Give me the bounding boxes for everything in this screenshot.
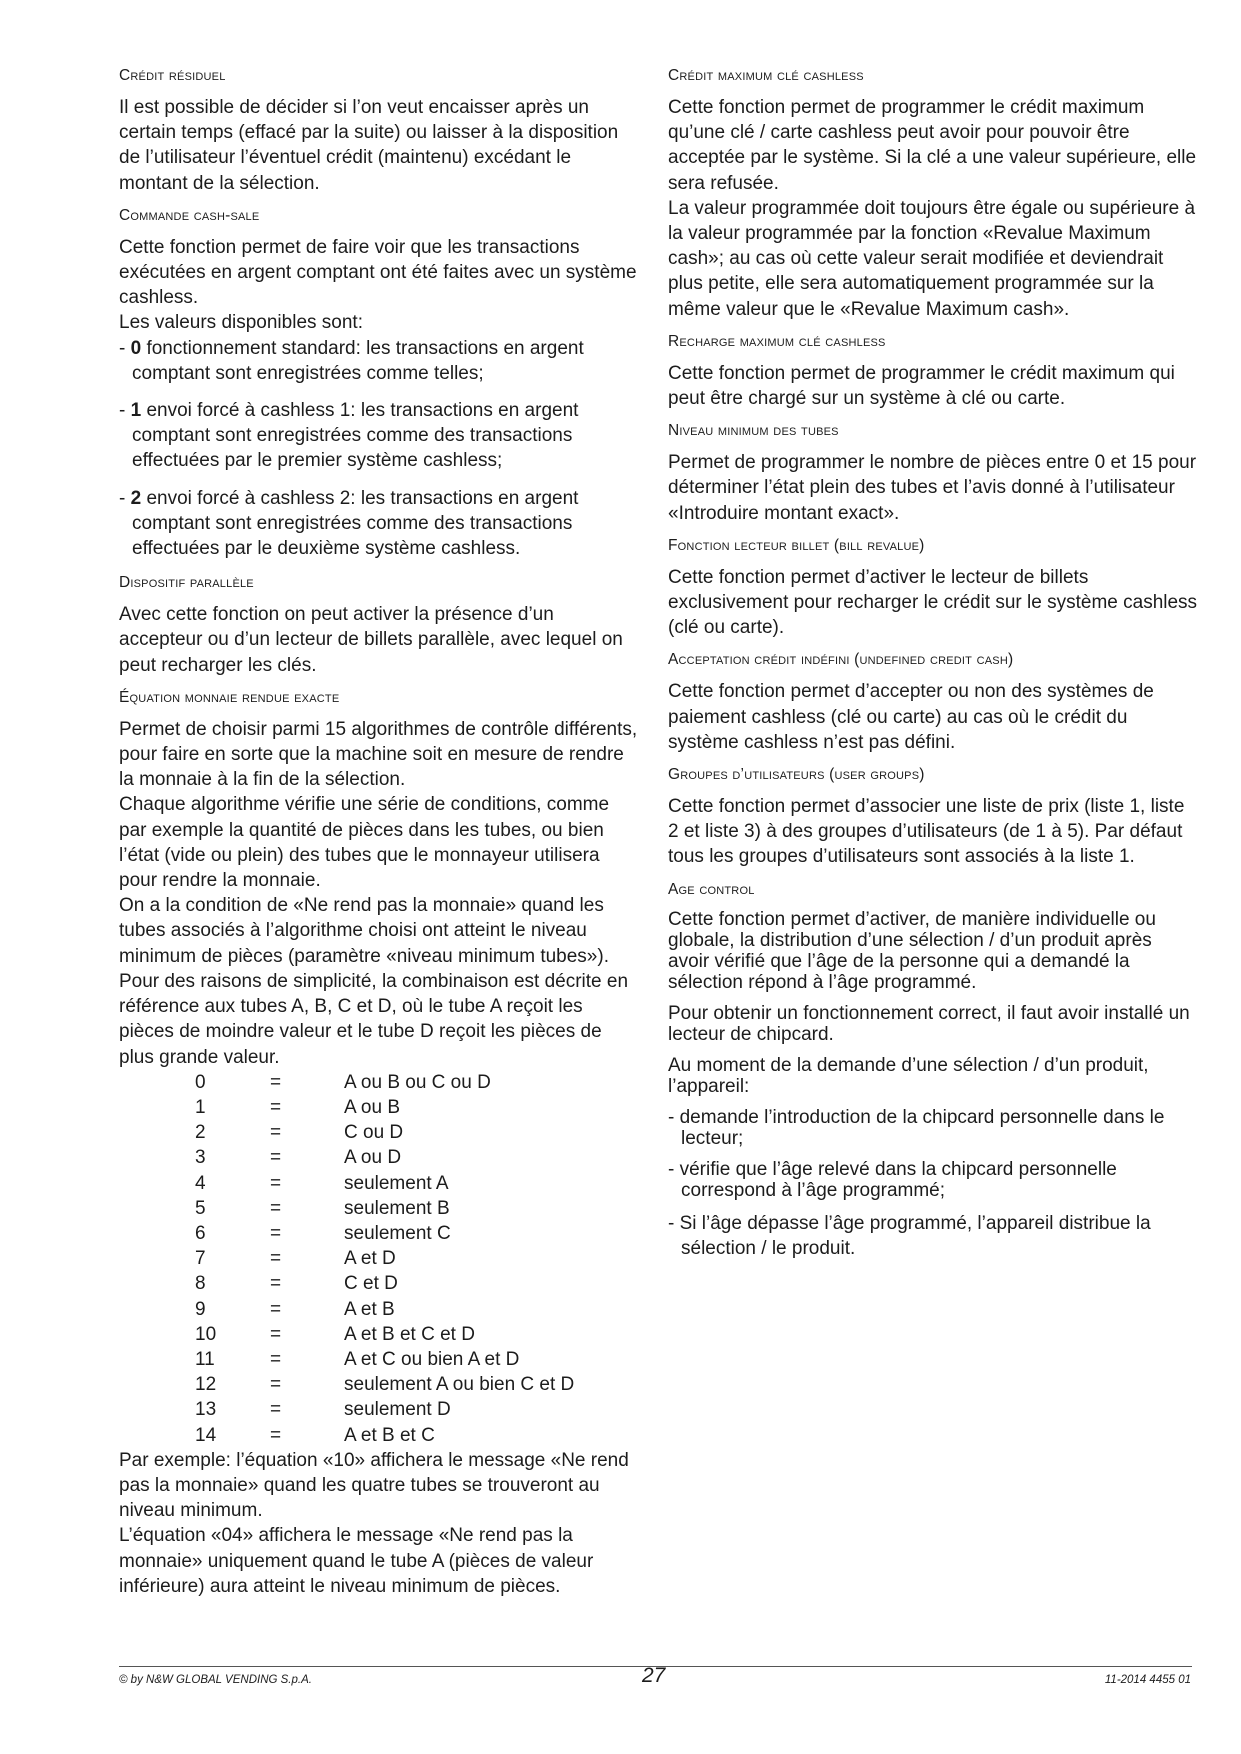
equals-sign: =	[270, 1096, 282, 1118]
tube-condition: A et C ou bien A et D	[344, 1348, 520, 1370]
paragraph: Pour obtenir un fonctionnement correct, il faut avoir installé un lecteur de chipcard.	[668, 1002, 1190, 1045]
equation-number: 7	[195, 1248, 206, 1270]
paragraph: Au moment de la demande d’une sélection / d’un produit, l’appareil:	[668, 1054, 1149, 1097]
tube-condition: A et B et C	[344, 1424, 435, 1446]
table-row	[195, 1145, 574, 1170]
heading-credit-residuel: Crédit résiduel	[119, 67, 226, 84]
paragraph: Cette fonction permet de programmer le crédit maximum qui peut être chargé sur un système à clé ou carte.	[668, 362, 1175, 410]
paragraph: L’équation «04» affichera le message «Ne rend pas la monnaie» uniquement quand le tube A (pièces de valeur inférieure) aura atteint le niveau minimum de pièces.	[119, 1525, 594, 1597]
equation-number: 11	[195, 1348, 215, 1370]
paragraph: Par exemple: l’équation «10» affichera le message «Ne rend pas la monnaie» quand les quatre tubes se trouveront au niveau minimum.	[119, 1449, 629, 1522]
equals-sign: =	[270, 1399, 282, 1421]
list-item-text: envoi forcé à cashless 2: les transactions en argent comptant sont enregistrées comme des transactions effectuées par le deuxième système cashless.	[132, 487, 579, 560]
tube-condition: seulement A	[344, 1172, 449, 1194]
tube-condition: seulement A ou bien C et D	[344, 1374, 575, 1396]
equals-sign: =	[270, 1172, 282, 1194]
table-row	[195, 1397, 574, 1422]
tube-condition: A ou B ou C ou D	[344, 1071, 491, 1093]
table-row	[195, 1070, 574, 1095]
equation-number: 10	[195, 1323, 217, 1345]
table-row	[195, 1221, 574, 1246]
heading-dispositif: Dispositif parallèle	[119, 574, 254, 592]
equals-sign: =	[270, 1348, 282, 1370]
value-code: 1	[130, 400, 142, 422]
paragraph: Il est possible de décider si l’on veut encaisser après un certain temps (effacé par la suite) ou laisser à la disposition de l’utilisateur l’éventuel crédit (maintenu) excédant le montant de la sélection.	[119, 97, 619, 194]
paragraph: Cette fonction permet d’activer le lecteur de billets exclusivement pour recharger le crédit sur le système cashless (clé ou carte).	[668, 566, 1198, 639]
footer-copyright: © by N&W GLOBAL VENDING S.p.A.	[119, 1674, 312, 1686]
tube-condition: seulement C	[344, 1222, 451, 1244]
heading-credit-indefini: Acceptation crédit indéfini (undefined credit cash)	[668, 651, 1014, 669]
list-item-text: fonctionnement standard: les transactions en argent comptant sont enregistrées comme telles;	[132, 337, 584, 384]
equation-number: 13	[195, 1399, 217, 1421]
table-row	[195, 1095, 574, 1120]
right-column	[668, 66, 1198, 1273]
heading-lecteur-billet: Fonction lecteur billet (bill revalue)	[668, 536, 925, 554]
table-row	[195, 1120, 574, 1145]
paragraph: Cette fonction permet de faire voir que les transactions exécutées en argent comptant ont été faites avec un système cashless.	[119, 236, 637, 309]
tube-condition: A ou D	[344, 1147, 402, 1169]
heading-age-control: Age control	[668, 880, 755, 898]
paragraph: Avec cette fonction on peut activer la présence d’un accepteur ou d’un lecteur de billets parallèle, avec lequel on peut recharger les clés.	[119, 604, 623, 676]
tube-condition: seulement D	[344, 1399, 451, 1421]
paragraph: Chaque algorithme vérifie une série de conditions, comme par exemple la quantité de pièces dans les tubes, ou bien l’état (vide ou plein) des tubes que le monnayeur utilisera pour rendre la monnaie.	[119, 794, 610, 892]
page-number: 27	[642, 1664, 666, 1687]
equation-table-body	[195, 1070, 574, 1448]
paragraph: Les valeurs disponibles sont:	[119, 312, 363, 334]
equals-sign: =	[270, 1147, 282, 1169]
tube-condition: A et B et C et D	[344, 1323, 475, 1345]
heading-niveau-min: Niveau minimum des tubes	[668, 422, 839, 440]
table-row	[195, 1322, 574, 1347]
paragraph: On a la condition de «Ne rend pas la monnaie» quand les tubes associés à l’algorithme choisi ont atteint le niveau minimum de pièces (paramètre «niveau minimum tubes»).	[119, 895, 609, 967]
list-item: - Si l’âge dépasse l’âge programmé, l’appareil distribue la sélection / le produit.	[668, 1212, 1151, 1259]
table-row	[195, 1271, 574, 1296]
table-row	[195, 1347, 574, 1372]
equals-sign: =	[270, 1424, 282, 1446]
equation-number: 5	[195, 1197, 206, 1219]
tube-condition: A et D	[344, 1248, 396, 1270]
heading-groupes: Groupes d’utilisateurs (user groups)	[668, 766, 925, 784]
left-column	[119, 66, 641, 1599]
equation-number: 6	[195, 1222, 206, 1244]
list-item-text: envoi forcé à cashless 1: les transactions en argent comptant sont enregistrées comme des transactions effectuées par le premier système cashless;	[132, 400, 579, 472]
tube-condition: A et B	[344, 1298, 395, 1320]
equation-number: 8	[195, 1273, 206, 1295]
paragraph: Cette fonction permet de programmer le crédit maximum qu’une clé / carte cashless peut avoir pour pouvoir être acceptée par le système. Si la clé a une valeur supérieure, elle sera refusée.	[668, 97, 1197, 194]
equation-number: 9	[195, 1298, 206, 1320]
heading-equation: Équation monnaie rendue exacte	[119, 688, 340, 706]
paragraph: Cette fonction permet d’activer, de manière individuelle ou globale, la distribution d’une sélection / d’un produit après avoir vérifié que l’âge de la personne qui a demandé la sélection répond à l’âge programmé.	[668, 908, 1156, 993]
equation-table	[195, 1070, 574, 1448]
table-row	[195, 1196, 574, 1221]
heading-cash-sale: Commande cash-sale	[119, 206, 260, 224]
table-row	[195, 1423, 574, 1448]
heading-recharge-max: Recharge maximum clé cashless	[668, 332, 886, 350]
list-item: - 0 fonctionnement standard: les transactions en argent comptant sont enregistrées comme telles;	[119, 337, 584, 384]
table-row	[195, 1246, 574, 1271]
paragraph: Permet de programmer le nombre de pièces entre 0 et 15 pour déterminer l’état plein des tubes et l’avis donné à l’utilisateur «Introduire montant exact».	[668, 452, 1197, 524]
equals-sign: =	[270, 1374, 282, 1396]
equals-sign: =	[270, 1197, 282, 1219]
equation-number: 12	[195, 1374, 217, 1396]
equals-sign: =	[270, 1298, 282, 1320]
value-code: 2	[130, 487, 142, 509]
equals-sign: =	[270, 1273, 282, 1295]
equation-number: 2	[195, 1122, 206, 1144]
equation-number: 14	[195, 1424, 217, 1446]
list-item: - demande l’introduction de la chipcard personnelle dans le lecteur;	[668, 1106, 1165, 1149]
paragraph: Permet de choisir parmi 15 algorithmes de contrôle différents, pour faire en sorte que la machine soit en mesure de rendre la monnaie à la fin de la sélection.	[119, 718, 638, 791]
equals-sign: =	[270, 1122, 282, 1144]
tube-condition: seulement B	[344, 1197, 450, 1219]
list-item: - 1 envoi forcé à cashless 1: les transactions en argent comptant sont enregistrées comme des transactions effectuées par le premier système cashless;	[119, 400, 579, 472]
table-row	[195, 1171, 574, 1196]
tube-condition: A ou B	[344, 1096, 400, 1118]
equation-number: 0	[195, 1071, 206, 1093]
equation-number: 1	[195, 1096, 206, 1118]
paragraph: Cette fonction permet d’accepter ou non des systèmes de paiement cashless (clé ou carte) au cas où le crédit du système cashless n’est pas défini.	[668, 681, 1154, 753]
document-code: 11-2014 4455 01	[1104, 1674, 1191, 1686]
tube-condition: C ou D	[344, 1122, 404, 1144]
table-row	[195, 1372, 574, 1397]
equals-sign: =	[270, 1323, 282, 1345]
table-row	[195, 1297, 574, 1322]
list-item: - vérifie que l’âge relevé dans la chipcard personnelle correspond à l’âge programmé;	[668, 1158, 1117, 1201]
heading-credit-max: Crédit maximum clé cashless	[668, 67, 864, 84]
paragraph: La valeur programmée doit toujours être égale ou supérieure à la valeur programmée par la fonction «Revalue Maximum cash»; au cas où cette valeur serait modifiée et deviendrait plus petite, elle sera automatiquement programmée sur la même valeur que le «Revalue Maximum cash».	[668, 197, 1196, 320]
equals-sign: =	[270, 1222, 282, 1244]
list-item: - 2 envoi forcé à cashless 2: les transactions en argent comptant sont enregistrées comme des transactions effectuées par le deuxième système cashless.	[119, 487, 579, 560]
tube-condition: C et D	[344, 1273, 398, 1295]
equals-sign: =	[270, 1071, 282, 1093]
equation-number: 4	[195, 1172, 206, 1194]
value-code: 0	[130, 337, 142, 359]
equation-number: 3	[195, 1147, 206, 1169]
equals-sign: =	[270, 1248, 282, 1270]
paragraph: Pour des raisons de simplicité, la combinaison est décrite en référence aux tubes A, B, C et D, où le tube A reçoit les pièces de moindre valeur et le tube D reçoit les pièces de plus grande valeur.	[119, 970, 629, 1068]
paragraph: Cette fonction permet d’associer une liste de prix (liste 1, liste 2 et liste 3) à des groupes d’utilisateurs (de 1 à 5). Par défaut tous les groupes d’utilisateurs sont associés à la liste 1.	[668, 796, 1185, 868]
